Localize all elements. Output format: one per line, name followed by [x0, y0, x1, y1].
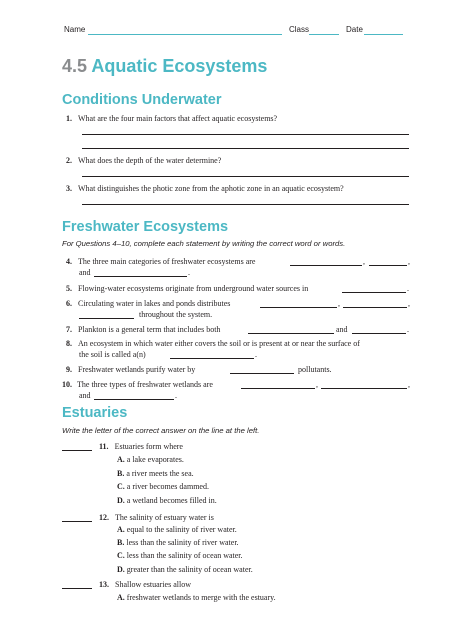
section-heading-estuaries: Estuaries	[62, 405, 128, 421]
date-label: Date	[346, 25, 363, 34]
question-number: 5.	[66, 284, 72, 293]
blank-4c[interactable]	[94, 276, 187, 277]
page-title	[62, 56, 267, 77]
section-heading-conditions: Conditions Underwater	[62, 92, 222, 108]
option-12d: D. greater than the salinity of ocean water.	[117, 565, 253, 574]
question-text: The salinity of estuary water is	[115, 513, 214, 522]
instructions-freshwater: For Questions 4–10, complete each statement by writing the correct word or words.	[62, 239, 346, 248]
question-6	[66, 298, 230, 309]
question-text: The three types of freshwater wetlands are	[77, 380, 213, 389]
question-text: What are the four main factors that affect aquatic ecosystems?	[78, 114, 278, 123]
blank-9[interactable]	[230, 373, 294, 374]
blank-8[interactable]	[170, 358, 254, 359]
question-11	[99, 441, 183, 452]
question-text: Plankton is a general term that includes both	[78, 325, 221, 334]
section-heading-freshwater: Freshwater Ecosystems	[62, 219, 229, 235]
question-3	[66, 183, 344, 194]
answer-line-3[interactable]	[82, 204, 409, 205]
option-11b: B. a river meets the sea.	[117, 469, 194, 478]
question-text: Shallow estuaries allow	[115, 580, 191, 589]
class-label: Class	[289, 25, 310, 34]
question-1	[66, 113, 277, 124]
option-12a: A. equal to the salinity of river water.	[117, 525, 237, 534]
option-12c: C. less than the salinity of ocean water.	[117, 551, 243, 560]
blank-10c[interactable]	[94, 399, 174, 400]
blank-7a[interactable]	[248, 333, 334, 334]
date-field[interactable]	[364, 34, 403, 35]
question-text: The three main categories of freshwater ecosystems are	[78, 257, 256, 266]
blank-4a[interactable]	[290, 265, 362, 266]
question-text: What distinguishes the photic zone from the aphotic zone in an aquatic ecosystem?	[78, 184, 344, 193]
question-number: 7.	[66, 325, 72, 334]
answer-blank-11[interactable]	[62, 450, 92, 451]
option-11c: C. a river becomes dammed.	[117, 482, 209, 491]
question-text: Flowing-water ecosystems originate from underground water sources in	[78, 284, 309, 293]
question-number: 11.	[99, 442, 109, 451]
name-field[interactable]	[88, 34, 282, 35]
blank-6c[interactable]	[79, 318, 134, 319]
answer-line-1b[interactable]	[82, 148, 409, 149]
question-number: 1.	[66, 114, 72, 123]
option-11d: D. a wetland becomes filled in.	[117, 496, 217, 505]
title-text: Aquatic Ecosystems	[91, 56, 268, 76]
question-10	[62, 379, 213, 390]
option-12b: B. less than the salinity of river water.	[117, 538, 239, 547]
blank-4b[interactable]	[369, 265, 407, 266]
question-number: 13.	[99, 580, 109, 589]
question-number: 6.	[66, 299, 72, 308]
question-text: Estuaries form where	[114, 442, 183, 451]
blank-10b[interactable]	[321, 388, 407, 389]
name-label: Name	[64, 25, 86, 34]
answer-blank-13[interactable]	[62, 588, 92, 589]
question-8	[66, 338, 360, 349]
question-tail: throughout the system.	[139, 310, 213, 319]
question-text: Circulating water in lakes and ponds distributes	[78, 299, 231, 308]
question-number: 2.	[66, 156, 72, 165]
answer-line-2[interactable]	[82, 176, 409, 177]
question-number: 4.	[66, 257, 72, 266]
question-4	[66, 256, 255, 267]
question-tail: pollutants.	[298, 365, 332, 374]
question-2	[66, 155, 221, 166]
question-number: 12.	[99, 513, 109, 522]
blank-6b[interactable]	[343, 307, 407, 308]
and-text: and	[336, 325, 348, 334]
question-9	[66, 364, 195, 375]
question-number: 9.	[66, 365, 72, 374]
instructions-estuaries: Write the letter of the correct answer on the line at the left.	[62, 426, 260, 435]
answer-blank-12[interactable]	[62, 521, 92, 522]
and-text: and	[79, 391, 91, 400]
question-number: 10.	[62, 380, 72, 389]
question-text: Freshwater wetlands purify water by	[78, 365, 196, 374]
option-11a: A. a lake evaporates.	[117, 455, 184, 464]
question-text: An ecosystem in which water either covers the soil or is present at or near the surface of	[78, 339, 360, 348]
class-field[interactable]	[309, 34, 339, 35]
answer-line-1a[interactable]	[82, 134, 409, 135]
option-13a: A. freshwater wetlands to merge with the estuary.	[117, 593, 276, 602]
question-number: 3.	[66, 184, 72, 193]
section-number: 4.5	[62, 56, 88, 76]
question-13	[99, 579, 191, 590]
question-text-cont: the soil is called a(n)	[79, 350, 146, 359]
question-5	[66, 283, 308, 294]
question-7	[66, 324, 220, 335]
and-text: and	[79, 268, 91, 277]
blank-10a[interactable]	[241, 388, 315, 389]
blank-7b[interactable]	[352, 333, 406, 334]
question-number: 8.	[66, 339, 72, 348]
blank-6a[interactable]	[260, 307, 337, 308]
question-12	[99, 512, 214, 523]
question-text: What does the depth of the water determine?	[78, 156, 222, 165]
blank-5[interactable]	[342, 292, 406, 293]
